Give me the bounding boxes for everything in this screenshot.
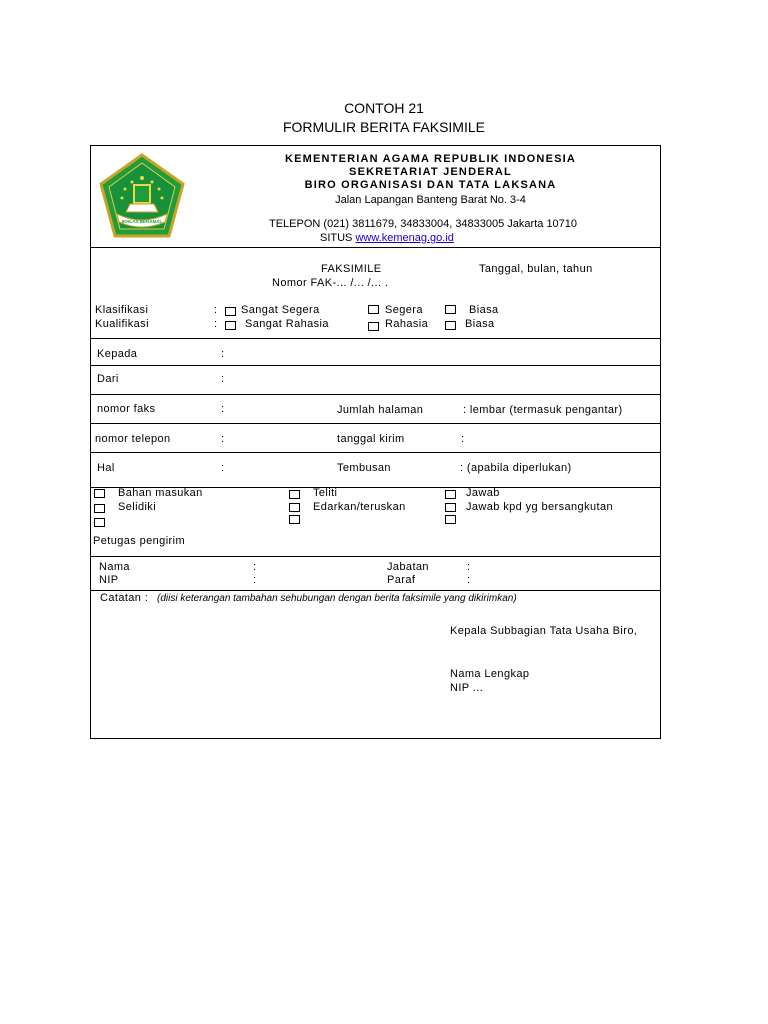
tanggal-kirim-colon: : [461, 433, 465, 445]
divider [91, 423, 660, 424]
org-bureau: BIRO ORGANISASI DAN TATA LAKSANA [304, 179, 557, 191]
jawab-kpd-checkbox[interactable] [445, 503, 456, 512]
biasa-kualifikasi-label: Biasa [465, 318, 495, 330]
dari-label: Dari [97, 373, 119, 385]
divider [91, 452, 660, 453]
sangat-segera-checkbox[interactable] [225, 307, 236, 316]
org-address: Jalan Lapangan Banteng Barat No. 3-4 [335, 194, 526, 206]
segera-label: Segera [385, 304, 423, 316]
org-secretariat: SEKRETARIAT JENDERAL [349, 166, 512, 178]
lembar-text: : lembar (termasuk pengantar) [463, 404, 623, 416]
bahan-masukan-label: Bahan masukan [118, 487, 203, 499]
sangat-segera-label: Sangat Segera [241, 304, 320, 316]
org-name: KEMENTERIAN AGAMA REPUBLIK INDONESIA [284, 153, 577, 165]
nomor-telepon-colon: : [221, 433, 225, 445]
petugas-label: Petugas pengirim [93, 535, 186, 547]
fax-number: Nomor FAK-... /... /... . [272, 277, 389, 289]
dari-colon: : [221, 373, 225, 385]
extra-checkbox-2[interactable] [289, 515, 300, 524]
nomor-faks-colon: : [221, 403, 225, 415]
jumlah-halaman-label: Jumlah halaman [337, 404, 424, 416]
org-site [320, 232, 454, 244]
page-title-line2: FORMULIR BERITA FAKSIMILE [282, 119, 485, 135]
sangat-rahasia-label: Sangat Rahasia [245, 318, 329, 330]
jawab-kpd-label: Jawab kpd yg bersangkutan [466, 501, 613, 513]
selidiki-label: Selidiki [118, 501, 157, 513]
catatan-label: Catatan : [100, 592, 149, 604]
site-label: SITUS [320, 232, 353, 244]
signer-name: Nama Lengkap [450, 668, 530, 680]
biasa-klasifikasi-label: Biasa [469, 304, 499, 316]
jawab-label: Jawab [466, 487, 500, 499]
extra-checkbox-1[interactable] [94, 518, 105, 527]
fax-form [90, 145, 661, 739]
teliti-label: Teliti [313, 487, 338, 499]
biasa-klasifikasi-checkbox[interactable] [445, 305, 456, 314]
divider [91, 247, 660, 248]
site-link[interactable]: www.kemenag.go.id [355, 232, 454, 244]
rahasia-label: Rahasia [385, 318, 429, 330]
signer-title: Kepala Subbagian Tata Usaha Biro, [450, 625, 638, 637]
divider [91, 394, 660, 395]
divider [91, 590, 660, 591]
tanggal-kirim-label: tanggal kirim [337, 433, 405, 445]
apabila-text: : (apabila diperlukan) [460, 462, 572, 474]
klasifikasi-colon: : [214, 304, 218, 316]
nomor-faks-label: nomor faks [97, 403, 156, 415]
jawab-checkbox[interactable] [445, 490, 456, 499]
rahasia-checkbox[interactable] [368, 322, 379, 331]
jabatan-label: Jabatan [387, 561, 429, 573]
kepada-label: Kepada [97, 348, 138, 360]
edarkan-checkbox[interactable] [289, 503, 300, 512]
edarkan-label: Edarkan/teruskan [313, 501, 406, 513]
paraf-colon: : [467, 574, 471, 586]
kualifikasi-label: Kualifikasi [95, 318, 149, 330]
divider [91, 556, 660, 557]
klasifikasi-label: Klasifikasi [95, 304, 149, 316]
bahan-masukan-checkbox[interactable] [94, 489, 105, 498]
segera-checkbox[interactable] [368, 305, 379, 314]
logo-motto-text: IKHLAS BERAMAL [121, 219, 163, 224]
nama-colon: : [253, 561, 257, 573]
biasa-kualifikasi-checkbox[interactable] [445, 321, 456, 330]
nomor-telepon-label: nomor telepon [95, 433, 171, 445]
fax-label: FAKSIMILE [321, 263, 382, 275]
fax-date: Tanggal, bulan, tahun [479, 263, 593, 275]
tembusan-label: Tembusan [337, 462, 391, 474]
kepada-colon: : [221, 348, 225, 360]
page-title-line1: CONTOH 21 [344, 100, 424, 116]
paraf-label: Paraf [387, 574, 416, 586]
nip-colon: : [253, 574, 257, 586]
selidiki-checkbox[interactable] [94, 504, 105, 513]
catatan-hint: (diisi keterangan tambahan sehubungan dengan berita faksimile yang dikirimkan) [157, 593, 517, 604]
nama-label: Nama [99, 561, 130, 573]
hal-colon: : [221, 462, 225, 474]
extra-checkbox-3[interactable] [445, 515, 456, 524]
jabatan-colon: : [467, 561, 471, 573]
sangat-rahasia-checkbox[interactable] [225, 321, 236, 330]
nip-label: NIP [99, 574, 119, 586]
divider [91, 338, 660, 339]
teliti-checkbox[interactable] [289, 490, 300, 499]
hal-label: Hal [97, 462, 115, 474]
org-phone: TELEPON (021) 3811679, 34833004, 34833005 Jakarta 10710 [269, 218, 578, 230]
kualifikasi-colon: : [214, 318, 218, 330]
divider [91, 365, 660, 366]
signer-nip: NIP ... [450, 682, 484, 694]
